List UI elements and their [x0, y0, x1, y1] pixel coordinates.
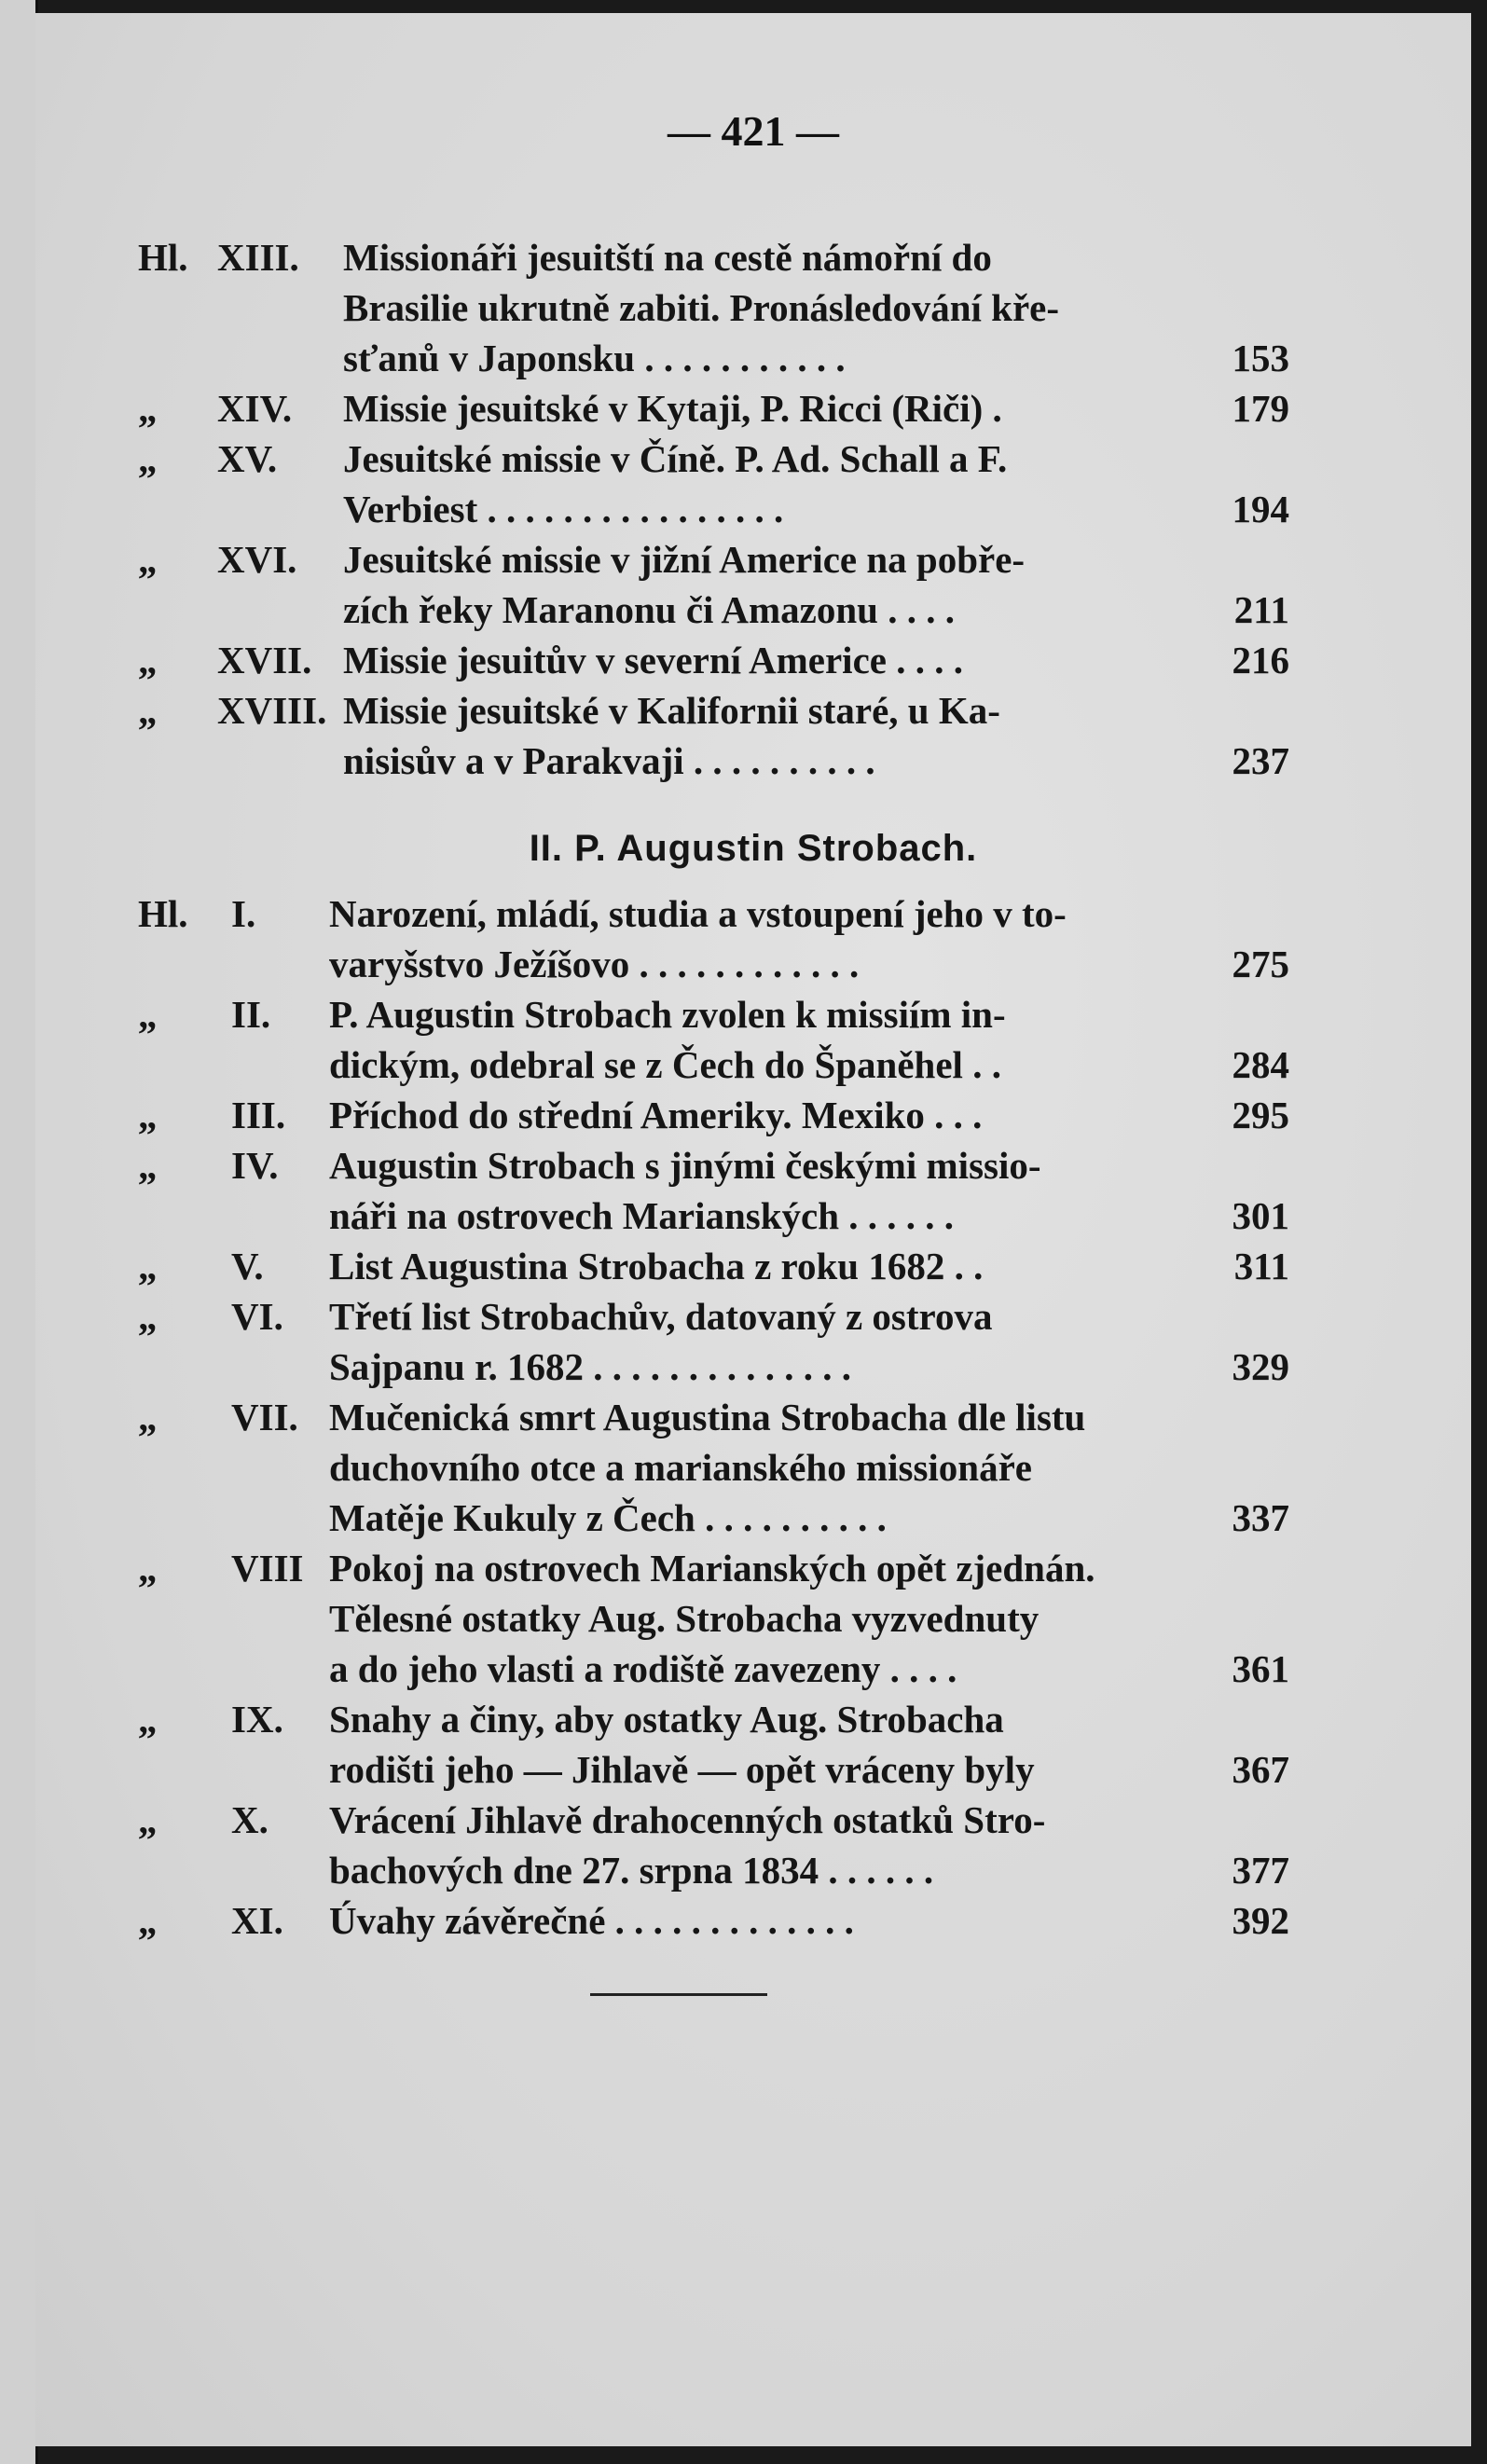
toc-entry-line — [35, 736, 1471, 786]
page-ref: 329 — [1232, 1345, 1289, 1388]
chapter-title: Jesuitské missie v jižní Americe na pobře- — [343, 538, 1026, 581]
chapter-title: Mučenická smrt Augustina Strobacha dle listu — [329, 1396, 1086, 1438]
toc-entry-line — [35, 383, 1471, 434]
chapter-prefix: „ — [138, 639, 158, 681]
toc-entry-line — [35, 484, 1471, 534]
chapter-prefix: Hl. — [138, 892, 188, 935]
chapter-number: II. — [231, 993, 271, 1036]
toc-entry-line — [35, 1140, 1471, 1191]
toc-entry-line — [35, 1694, 1471, 1744]
page-ref: 153 — [1232, 337, 1289, 379]
toc-entry-line — [35, 1493, 1471, 1543]
chapter-prefix: „ — [138, 1295, 158, 1338]
chapter-number: XV. — [217, 437, 278, 480]
toc-entry-line — [35, 1342, 1471, 1392]
chapter-title: Příchod do střední Ameriky. Mexiko . . . — [329, 1094, 983, 1136]
toc-entry-line — [35, 685, 1471, 736]
toc-entry-line — [35, 1442, 1471, 1493]
toc-entry-line — [35, 1291, 1471, 1342]
chapter-title: Augustin Strobach s jinými českými missio- — [329, 1144, 1041, 1187]
page-ref: 237 — [1232, 739, 1289, 782]
chapter-title: zích řeky Maranonu či Amazonu . . . . — [343, 588, 955, 631]
chapter-title: Pokoj na ostrovech Marianských opět zjednán. — [329, 1547, 1095, 1590]
chapter-title: duchovního otce a marianského missionáře — [329, 1446, 1032, 1489]
toc-entry-line — [35, 1241, 1471, 1291]
toc-entry-line — [35, 333, 1471, 383]
chapter-number: IX. — [231, 1698, 283, 1741]
toc-entry-line — [35, 989, 1471, 1039]
toc-entry-line — [35, 1039, 1471, 1090]
chapter-number: VII. — [231, 1396, 298, 1438]
chapter-prefix: „ — [138, 689, 158, 732]
chapter-prefix: Hl. — [138, 236, 188, 279]
page-ref: 275 — [1232, 943, 1289, 985]
page-ref: 377 — [1232, 1849, 1289, 1892]
chapter-prefix: „ — [138, 387, 158, 430]
toc-entry-line — [35, 434, 1471, 484]
chapter-prefix: „ — [138, 437, 158, 480]
toc-entry-line — [35, 1795, 1471, 1845]
chapter-number: XVI. — [217, 538, 297, 581]
chapter-prefix: „ — [138, 1144, 158, 1187]
toc-entry-line — [35, 282, 1471, 333]
chapter-title: Brasilie ukrutně zabiti. Pronásledování kře- — [343, 286, 1060, 329]
chapter-title: Missionáři jesuitští na cestě námořní do — [343, 236, 992, 279]
chapter-number: V. — [231, 1245, 264, 1287]
chapter-number: I. — [231, 892, 256, 935]
chapter-number: XIII. — [217, 236, 299, 279]
chapter-title: bachových dne 27. srpna 1834 . . . . . . — [329, 1849, 934, 1892]
chapter-title: varyšstvo Ježíšovo . . . . . . . . . . . . — [329, 943, 860, 985]
chapter-title: a do jeho vlasti a rodiště zavezeny . . . . — [329, 1647, 957, 1690]
page-number: — 421 — — [668, 107, 839, 155]
page-ref: 392 — [1232, 1899, 1289, 1942]
chapter-prefix: „ — [138, 1094, 158, 1136]
chapter-title: Verbiest . . . . . . . . . . . . . . . . — [343, 488, 784, 530]
chapter-number: X. — [231, 1798, 268, 1841]
chapter-title: List Augustina Strobacha z roku 1682 . . — [329, 1245, 984, 1287]
chapter-title: nisisův a v Parakvaji . . . . . . . . . . — [343, 739, 875, 782]
chapter-prefix: „ — [138, 993, 158, 1036]
toc-entry-line — [35, 635, 1471, 685]
chapter-title: Úvahy závěrečné . . . . . . . . . . . . . — [329, 1899, 854, 1942]
chapter-number: XI. — [231, 1899, 283, 1942]
page-ref: 194 — [1232, 488, 1289, 530]
chapter-title: Missie jesuitské v Kytaji, P. Ricci (Riči) . — [343, 387, 1002, 430]
page-ref: 301 — [1232, 1194, 1289, 1237]
toc-entry-line — [35, 939, 1471, 989]
toc-entry-line — [35, 888, 1471, 939]
chapter-title: Tělesné ostatky Aug. Strobacha vyzvednuty — [329, 1597, 1040, 1640]
toc-entry-line — [35, 534, 1471, 585]
closing-rule — [590, 1993, 767, 1996]
chapter-prefix: „ — [138, 1396, 158, 1438]
chapter-title: náři na ostrovech Marianských . . . . . . — [329, 1194, 955, 1237]
chapter-number: VIII — [231, 1547, 304, 1590]
chapter-title: rodišti jeho — Jihlavě — opět vráceny byly — [329, 1748, 1035, 1791]
chapter-title: Třetí list Strobachův, datovaný z ostrova — [329, 1295, 993, 1338]
toc-entry-line — [35, 1090, 1471, 1140]
chapter-prefix: „ — [138, 538, 158, 581]
chapter-prefix: „ — [138, 1245, 158, 1287]
chapter-prefix: „ — [138, 1798, 158, 1841]
toc-entry-line — [35, 1644, 1471, 1694]
page-ref: 337 — [1232, 1496, 1289, 1539]
toc-entry-line — [35, 1392, 1471, 1442]
chapter-title: Missie jesuitské v Kalifornii staré, u Ka- — [343, 689, 1000, 732]
toc-entry-line — [35, 1543, 1471, 1593]
chapter-title: Narození, mládí, studia a vstoupení jeho v to- — [329, 892, 1067, 935]
page-ref: 179 — [1232, 387, 1289, 430]
toc-entry-line — [35, 1593, 1471, 1644]
section-heading: II. P. Augustin Strobach. — [529, 828, 978, 869]
chapter-title: dickým, odebral se z Čech do Španěhel . . — [329, 1043, 1001, 1086]
page-ref: 311 — [1233, 1245, 1289, 1287]
chapter-number: III. — [231, 1094, 286, 1136]
chapter-title: Jesuitské missie v Číně. P. Ad. Schall a F. — [343, 437, 1008, 480]
chapter-title: P. Augustin Strobach zvolen k missiím in- — [329, 993, 1006, 1036]
toc-entry-line — [35, 1845, 1471, 1895]
chapter-title: Missie jesuitův v severní Americe . . . . — [343, 639, 963, 681]
chapter-title: Snahy a činy, aby ostatky Aug. Strobacha — [329, 1698, 1004, 1741]
page-ref: 295 — [1232, 1094, 1289, 1136]
chapter-title: Matěje Kukuly z Čech . . . . . . . . . . — [329, 1496, 887, 1539]
page-ref: 367 — [1232, 1748, 1289, 1791]
chapter-number: XVII. — [217, 639, 312, 681]
chapter-prefix: „ — [138, 1899, 158, 1942]
toc-entry-line — [35, 1191, 1471, 1241]
page-ref: 216 — [1232, 639, 1289, 681]
toc-entry-line — [35, 585, 1471, 635]
chapter-number: XIV. — [217, 387, 293, 430]
page-ref: 361 — [1232, 1647, 1289, 1690]
chapter-prefix: „ — [138, 1698, 158, 1741]
chapter-prefix: „ — [138, 1547, 158, 1590]
chapter-number: IV. — [231, 1144, 279, 1187]
toc-entry-line — [35, 232, 1471, 282]
toc-entry-line — [35, 1744, 1471, 1795]
page-edge — [0, 0, 38, 2464]
chapter-title: Sajpanu r. 1682 . . . . . . . . . . . . . . — [329, 1345, 852, 1388]
chapter-number: XVIII. — [217, 689, 327, 732]
chapter-title: Vrácení Jihlavě drahocenných ostatků Stro- — [329, 1798, 1046, 1841]
page-ref: 284 — [1232, 1043, 1289, 1086]
toc-entry-line — [35, 1895, 1471, 1946]
chapter-number: VI. — [231, 1295, 283, 1338]
page-ref: 211 — [1233, 588, 1289, 631]
book-page — [35, 13, 1471, 2446]
chapter-title: sťanů v Japonsku . . . . . . . . . . . — [343, 337, 846, 379]
